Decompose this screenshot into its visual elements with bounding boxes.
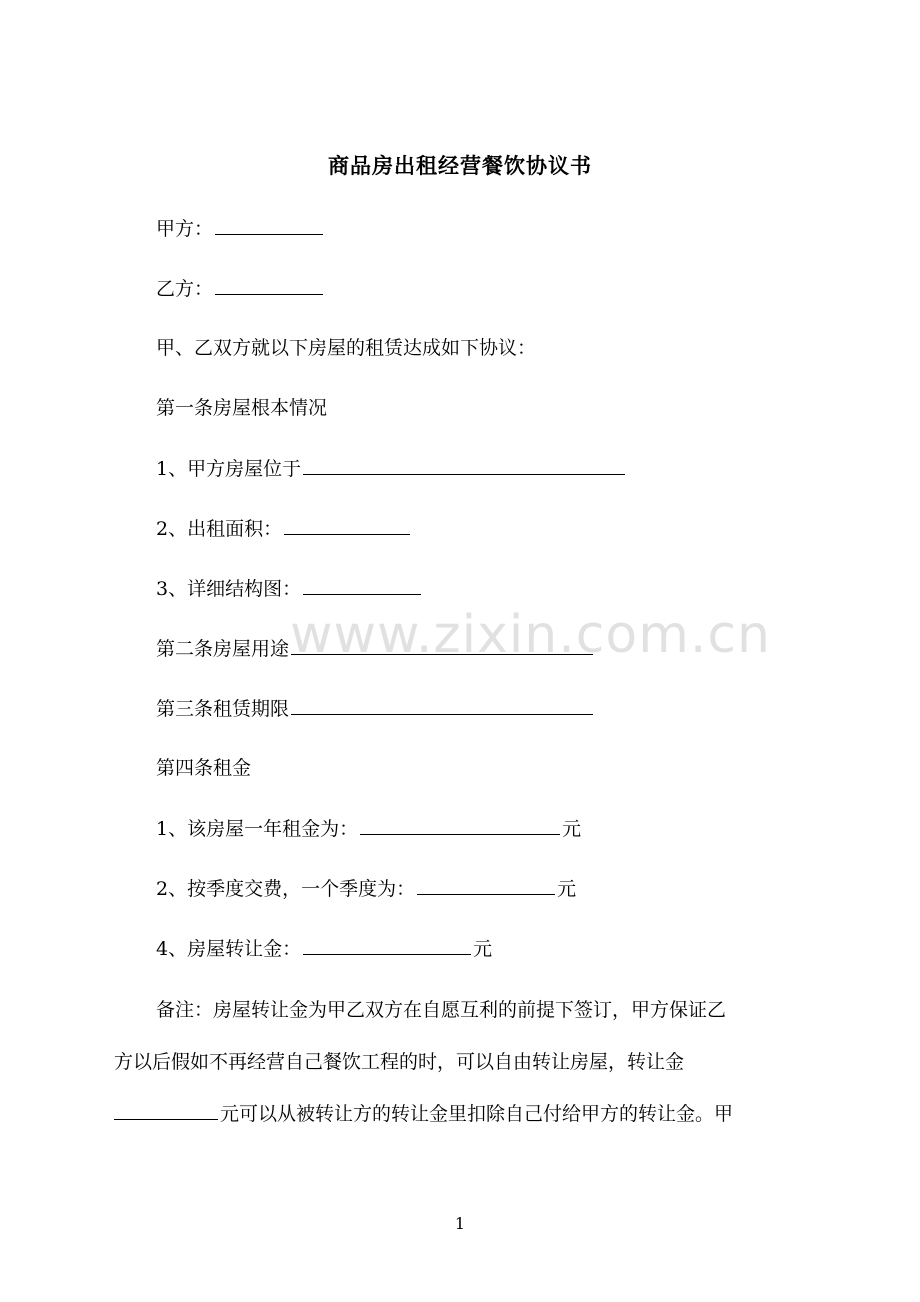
transfer-fee-blank [114,1095,218,1120]
item4-2-blank [417,870,555,895]
article4-heading [156,750,251,786]
party-a-blank [215,210,323,235]
item4-4-line [156,930,492,967]
party-a-label: 甲方： [156,218,214,240]
item4-2-unit: 元 [557,878,577,900]
item1-2-label: 2、出租面积： [156,518,283,540]
item4-4-unit: 元 [473,938,493,960]
item4-1-unit: 元 [562,818,582,840]
page-number: 1 [454,1214,466,1233]
party-a-line [156,210,325,247]
item1-1-label: 1、甲方房屋位于 [156,458,302,480]
item4-4-label: 4、房屋转让金： [156,938,302,960]
item1-3-label: 3、详细结构图： [156,578,302,600]
item1-3-blank [303,570,421,595]
intro-text: 甲、乙双方就以下房屋的租赁达成如下协议： [156,337,537,359]
item4-2-line [156,870,576,907]
note-line-3 [114,1088,810,1140]
note-paragraph [114,984,810,1140]
item1-2-blank [284,510,410,535]
article4-text: 第四条租金 [156,757,252,779]
watermark: www.zixin.com.cn [290,605,771,665]
article1-text: 第一条房屋根本情况 [156,397,328,419]
article1-heading [156,390,327,426]
article3-blank [291,690,593,715]
intro-line [156,330,536,366]
item4-1-line [156,810,581,847]
article3-label: 第三条租赁期限 [156,698,290,720]
item1-2-line [156,510,412,547]
article3-line [156,690,595,727]
note-line-1: 备注：房屋转让金为甲乙双方在自愿互利的前提下签订，甲方保证乙 [156,999,727,1021]
item4-2-label: 2、按季度交费，一个季度为： [156,878,416,900]
note-line-2: 方以后假如不再经营自己餐饮工程的时，可以自由转让房屋，转让金 [114,1051,685,1073]
item1-1-line [156,450,627,487]
item1-1-blank [303,450,625,475]
document-title: 商品房出租经营餐饮协议书 [328,154,592,178]
item4-1-blank [360,810,560,835]
article2-label: 第二条房屋用途 [156,638,290,660]
party-b-label: 乙方： [156,278,214,300]
item4-1-label: 1、该房屋一年租金为： [156,818,359,840]
party-b-line [156,270,325,307]
item4-4-blank [303,930,471,955]
party-b-blank [215,270,323,295]
note-line-3-text: 元可以从被转让方的转让金里扣除自己付给甲方的转让金。甲 [220,1103,734,1125]
